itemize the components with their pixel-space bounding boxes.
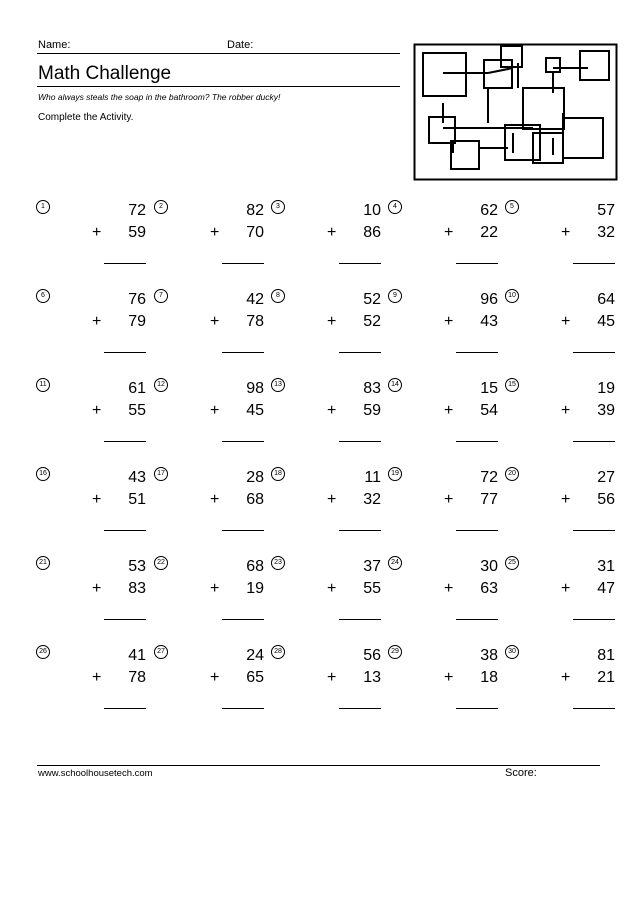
plus-sign: +: [210, 669, 220, 686]
answer-line[interactable]: [222, 708, 264, 709]
bottom-addend: 47: [597, 580, 615, 597]
bottom-addend: 86: [363, 224, 381, 241]
plus-sign: +: [561, 402, 571, 419]
problem-number-badge: 30: [505, 645, 519, 659]
bottom-addend-row: [204, 669, 264, 687]
plus-sign: +: [327, 224, 337, 241]
bottom-addend: 56: [597, 491, 615, 508]
plus-sign: +: [92, 491, 102, 508]
bottom-addend: 39: [597, 402, 615, 419]
problem-25: [505, 556, 615, 636]
problem-7: [154, 289, 264, 369]
top-addend: 15: [480, 380, 498, 397]
bottom-addend-row: [204, 224, 264, 242]
plus-sign: +: [561, 224, 571, 241]
bottom-addend: 68: [246, 491, 264, 508]
top-addend: 52: [363, 291, 381, 308]
plus-sign: +: [327, 580, 337, 597]
problem-4: [388, 200, 498, 280]
bottom-addend-row: [321, 402, 381, 420]
plus-sign: +: [210, 402, 220, 419]
answer-line[interactable]: [456, 441, 498, 442]
answer-line[interactable]: [222, 619, 264, 620]
bottom-addend: 51: [128, 491, 146, 508]
problem-number-badge: 14: [388, 378, 402, 392]
date-label: Date:: [227, 39, 254, 51]
bottom-addend: 19: [246, 580, 264, 597]
problem-number-badge: 15: [505, 378, 519, 392]
answer-line[interactable]: [573, 263, 615, 264]
problem-12: [154, 378, 264, 458]
top-addend: 27: [597, 469, 615, 486]
bottom-addend-row: [86, 580, 146, 598]
bottom-addend: 77: [480, 491, 498, 508]
answer-line[interactable]: [339, 708, 381, 709]
bottom-addend-row: [86, 224, 146, 242]
problem-9: [388, 289, 498, 369]
top-addend: 68: [246, 558, 264, 575]
bottom-addend-row: [555, 580, 615, 598]
problem-number-badge: 22: [154, 556, 168, 570]
problem-number-badge: 16: [36, 467, 50, 481]
problem-number-badge: 11: [36, 378, 50, 392]
problem-27: [154, 645, 264, 725]
bottom-addend-row: [86, 669, 146, 687]
answer-line[interactable]: [573, 619, 615, 620]
problem-21: [36, 556, 146, 636]
plus-sign: +: [92, 669, 102, 686]
problem-number-badge: 29: [388, 645, 402, 659]
bottom-addend-row: [438, 491, 498, 509]
problem-number-badge: 25: [505, 556, 519, 570]
answer-line[interactable]: [339, 263, 381, 264]
plus-sign: +: [444, 491, 454, 508]
problem-22: [154, 556, 264, 636]
plus-sign: +: [444, 402, 454, 419]
top-addend: 19: [597, 380, 615, 397]
problem-23: [271, 556, 381, 636]
instructions-text: Complete the Activity.: [38, 112, 134, 123]
bottom-addend: 32: [363, 491, 381, 508]
footer-rule: [37, 765, 600, 766]
top-addend: 10: [363, 202, 381, 219]
answer-line[interactable]: [104, 619, 146, 620]
problem-number-badge: 20: [505, 467, 519, 481]
bottom-addend: 52: [363, 313, 381, 330]
problem-number-badge: 23: [271, 556, 285, 570]
bottom-addend-row: [204, 580, 264, 598]
problem-number-badge: 5: [505, 200, 519, 214]
problem-number-badge: 19: [388, 467, 402, 481]
bottom-addend-row: [204, 402, 264, 420]
top-addend: 42: [246, 291, 264, 308]
top-addend: 76: [128, 291, 146, 308]
plus-sign: +: [92, 580, 102, 597]
problem-8: [271, 289, 381, 369]
top-addend: 64: [597, 291, 615, 308]
bottom-addend-row: [321, 580, 381, 598]
plus-sign: +: [210, 491, 220, 508]
plus-sign: +: [210, 313, 220, 330]
bottom-addend-row: [321, 224, 381, 242]
bottom-addend: 70: [246, 224, 264, 241]
bottom-addend: 78: [246, 313, 264, 330]
bottom-addend-row: [321, 669, 381, 687]
bottom-addend-row: [438, 224, 498, 242]
answer-line[interactable]: [339, 530, 381, 531]
bottom-addend: 78: [128, 669, 146, 686]
answer-line[interactable]: [456, 352, 498, 353]
problem-16: [36, 467, 146, 547]
bottom-addend: 55: [363, 580, 381, 597]
website-text: www.schoolhousetech.com: [38, 768, 153, 779]
bottom-addend: 22: [480, 224, 498, 241]
plus-sign: +: [92, 402, 102, 419]
plus-sign: +: [561, 313, 571, 330]
problem-number-badge: 10: [505, 289, 519, 303]
bottom-addend-row: [321, 313, 381, 331]
bottom-addend: 21: [597, 669, 615, 686]
problem-2: [154, 200, 264, 280]
plus-sign: +: [327, 669, 337, 686]
bottom-addend: 55: [128, 402, 146, 419]
top-addend: 38: [480, 647, 498, 664]
answer-line[interactable]: [573, 708, 615, 709]
answer-line[interactable]: [456, 263, 498, 264]
answer-line[interactable]: [339, 619, 381, 620]
bottom-addend-row: [438, 402, 498, 420]
top-addend: 96: [480, 291, 498, 308]
answer-line[interactable]: [222, 352, 264, 353]
top-addend: 37: [363, 558, 381, 575]
top-addend: 30: [480, 558, 498, 575]
problem-17: [154, 467, 264, 547]
top-addend: 41: [128, 647, 146, 664]
riddle-text: Who always steals the soap in the bathroom? The robber ducky!: [38, 92, 281, 102]
answer-line[interactable]: [339, 352, 381, 353]
bottom-addend: 13: [363, 669, 381, 686]
bottom-addend-row: [555, 402, 615, 420]
bottom-addend-row: [555, 669, 615, 687]
problem-26: [36, 645, 146, 725]
top-addend: 83: [363, 380, 381, 397]
bottom-addend-row: [321, 491, 381, 509]
page-title: Math Challenge: [38, 63, 172, 84]
problem-18: [271, 467, 381, 547]
problem-19: [388, 467, 498, 547]
bottom-addend: 32: [597, 224, 615, 241]
problem-29: [388, 645, 498, 725]
problem-10: [505, 289, 615, 369]
problem-15: [505, 378, 615, 458]
problem-11: [36, 378, 146, 458]
answer-line[interactable]: [222, 263, 264, 264]
plus-sign: +: [444, 580, 454, 597]
problem-14: [388, 378, 498, 458]
top-addend: 31: [597, 558, 615, 575]
top-addend: 11: [364, 469, 381, 486]
answer-line[interactable]: [104, 263, 146, 264]
problem-number-badge: 9: [388, 289, 402, 303]
plus-sign: +: [561, 669, 571, 686]
problem-20: [505, 467, 615, 547]
top-addend: 56: [363, 647, 381, 664]
bottom-addend: 59: [363, 402, 381, 419]
bottom-addend: 59: [128, 224, 146, 241]
problem-number-badge: 21: [36, 556, 50, 570]
plus-sign: +: [210, 580, 220, 597]
top-addend: 62: [480, 202, 498, 219]
score-label: Score:: [505, 767, 537, 779]
bottom-addend: 83: [128, 580, 146, 597]
bottom-addend: 54: [480, 402, 498, 419]
top-addend: 61: [128, 380, 146, 397]
top-addend: 72: [480, 469, 498, 486]
top-addend: 72: [128, 202, 146, 219]
problem-number-badge: 3: [271, 200, 285, 214]
problem-3: [271, 200, 381, 280]
answer-line[interactable]: [573, 352, 615, 353]
problem-number-badge: 1: [36, 200, 50, 214]
top-addend: 24: [246, 647, 264, 664]
bottom-addend-row: [86, 491, 146, 509]
answer-line[interactable]: [104, 530, 146, 531]
bottom-addend: 79: [128, 313, 146, 330]
problem-number-badge: 12: [154, 378, 168, 392]
answer-line[interactable]: [456, 530, 498, 531]
top-addend: 28: [246, 469, 264, 486]
plus-sign: +: [561, 491, 571, 508]
bottom-addend-row: [86, 402, 146, 420]
top-addend: 57: [597, 202, 615, 219]
problem-24: [388, 556, 498, 636]
bottom-addend-row: [555, 491, 615, 509]
top-addend: 81: [597, 647, 615, 664]
problem-30: [505, 645, 615, 725]
answer-line[interactable]: [573, 530, 615, 531]
problem-number-badge: 17: [154, 467, 168, 481]
answer-line[interactable]: [456, 619, 498, 620]
problem-number-badge: 24: [388, 556, 402, 570]
answer-line[interactable]: [222, 530, 264, 531]
problem-number-badge: 18: [271, 467, 285, 481]
plus-sign: +: [444, 669, 454, 686]
plus-sign: +: [327, 491, 337, 508]
problem-28: [271, 645, 381, 725]
answer-line[interactable]: [339, 441, 381, 442]
problem-number-badge: 7: [154, 289, 168, 303]
bottom-addend-row: [438, 313, 498, 331]
answer-line[interactable]: [222, 441, 264, 442]
bottom-addend: 18: [480, 669, 498, 686]
bottom-addend: 65: [246, 669, 264, 686]
plus-sign: +: [327, 313, 337, 330]
bottom-addend-row: [204, 313, 264, 331]
problem-number-badge: 28: [271, 645, 285, 659]
top-addend: 53: [128, 558, 146, 575]
plus-sign: +: [210, 224, 220, 241]
answer-line[interactable]: [573, 441, 615, 442]
bottom-addend-row: [204, 491, 264, 509]
problem-5: [505, 200, 615, 280]
bottom-addend: 43: [480, 313, 498, 330]
bottom-addend: 45: [246, 402, 264, 419]
problem-number-badge: 2: [154, 200, 168, 214]
problem-number-badge: 6: [36, 289, 50, 303]
bottom-addend-row: [438, 669, 498, 687]
top-addend: 98: [246, 380, 264, 397]
answer-line[interactable]: [104, 441, 146, 442]
plus-sign: +: [92, 313, 102, 330]
problem-number-badge: 26: [36, 645, 50, 659]
plus-sign: +: [444, 224, 454, 241]
plus-sign: +: [92, 224, 102, 241]
bottom-addend: 45: [597, 313, 615, 330]
problem-number-badge: 4: [388, 200, 402, 214]
top-addend: 43: [128, 469, 146, 486]
problem-number-badge: 27: [154, 645, 168, 659]
answer-line[interactable]: [104, 352, 146, 353]
answer-line[interactable]: [456, 708, 498, 709]
bottom-addend-row: [555, 224, 615, 242]
top-addend: 82: [246, 202, 264, 219]
bottom-addend-row: [438, 580, 498, 598]
plus-sign: +: [327, 402, 337, 419]
problem-6: [36, 289, 146, 369]
bottom-addend: 63: [480, 580, 498, 597]
bottom-addend-row: [86, 313, 146, 331]
bottom-addend-row: [555, 313, 615, 331]
plus-sign: +: [444, 313, 454, 330]
problem-13: [271, 378, 381, 458]
problem-number-badge: 8: [271, 289, 285, 303]
plus-sign: +: [561, 580, 571, 597]
problem-number-badge: 13: [271, 378, 285, 392]
name-label: Name:: [38, 39, 71, 51]
problem-1: [36, 200, 146, 280]
answer-line[interactable]: [104, 708, 146, 709]
